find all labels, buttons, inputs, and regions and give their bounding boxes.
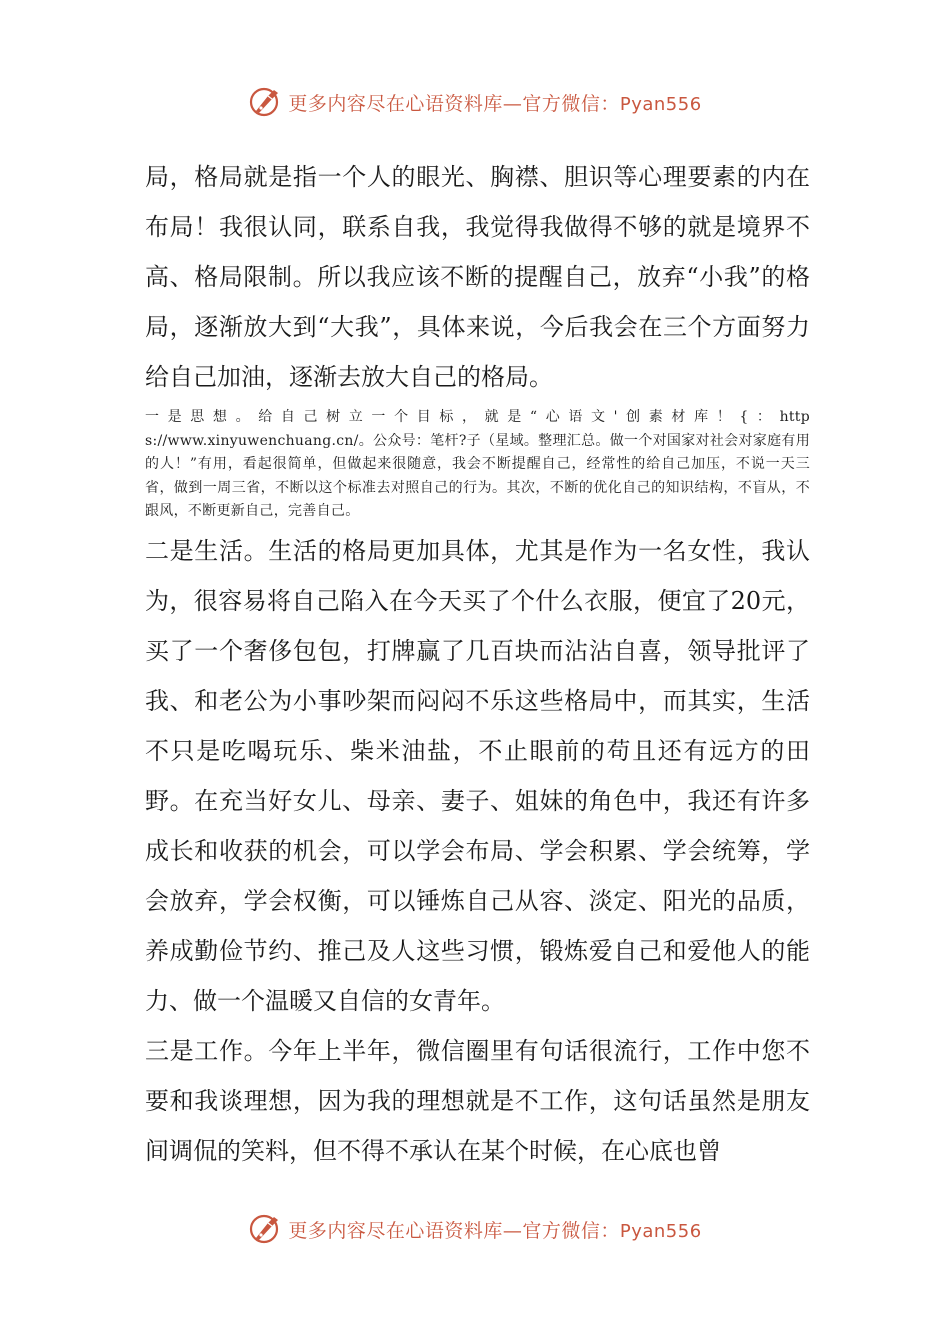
thought-rest: https://www.xinyuwenchuang.cn/。公众号：笔杆?子（星域。整理汇总。做一个对国家对社会对家庭有用的人！”有用，看起很简单，但做起来很随意，我会不断提醒自己，经常性的给自己加压，不说一天三省，做到一周三省，不断以这个标准去对照自己的行为。其次，不断的优化自己的知识结构，不盲从，不跟风，不断更新自己，完善自己。: [145, 409, 810, 519]
paragraph-intro: 局，格局就是指一个人的眼光、胸襟、胆识等心理要素的内在布局！我很认同，联系自我，我觉得我做得不够的就是境界不高、格局限制。所以我应该不断的提醒自己，放弃“小我”的格局，逐渐放大到“大我”，具体来说，今后我会在三个方面努力给自己加油，逐渐去放大自己的格局。: [145, 163, 810, 391]
header-brand: [288, 89, 701, 116]
paragraph-work: 三是工作。今年上半年，微信圈里有句话很流行，工作中您不要和我谈理想，因为我的理想就是不工作，这句话虽然是朋友间调侃的笑料，但不得不承认在某个时候，在心底也曾: [145, 1036, 810, 1165]
wechat-id: Pyan556: [619, 93, 702, 115]
thought-lead: 一是思想。给自己树立一个目标，就是“心语文'创素材库！{：: [145, 409, 780, 425]
pen-nib-logo-icon: [248, 84, 284, 120]
brand-text: 更多内容尽在心语资料库: [288, 92, 503, 115]
paragraph-life: 二是生活。生活的格局更加具体，尤其是作为一名女性，我认为，很容易将自己陷入在今天买了个什么衣服，便宜了20元，买了一个奢侈包包，打牌赢了几百块而沾沾自喜，领导批评了我、和老公为小事吵架而闷闷不乐这些格局中，而其实，生活不只是吃喝玩乐、柴米油盐，不止眼前的苟且还有远方的田野。在充当好女儿、母亲、妻子、姐妹的角色中，我还有许多成长和收获的机会，可以学会布局、学会积累、学会统筹，学会放弃，学会权衡，可以锤炼自己从容、淡定、阳光的品质，养成勤俭节约、推己及人这些习惯，锻炼爱自己和爱他人的能力、做一个温暖又自信的女青年。: [145, 536, 810, 1015]
wechat-label: 官方微信：: [522, 92, 620, 115]
paragraph-thought: [145, 406, 810, 524]
wechat-id: Pyan556: [619, 1220, 702, 1242]
header-banner: [0, 82, 950, 122]
wechat-label: 官方微信：: [522, 1219, 620, 1242]
document-body: [145, 152, 810, 1176]
brand-dash: —: [502, 92, 523, 115]
brand-text: 更多内容尽在心语资料库: [288, 1219, 503, 1242]
footer-banner: [0, 1209, 950, 1249]
footer-brand: [288, 1216, 701, 1243]
brand-dash: —: [502, 1219, 523, 1242]
pen-nib-logo-icon: [248, 1211, 284, 1247]
